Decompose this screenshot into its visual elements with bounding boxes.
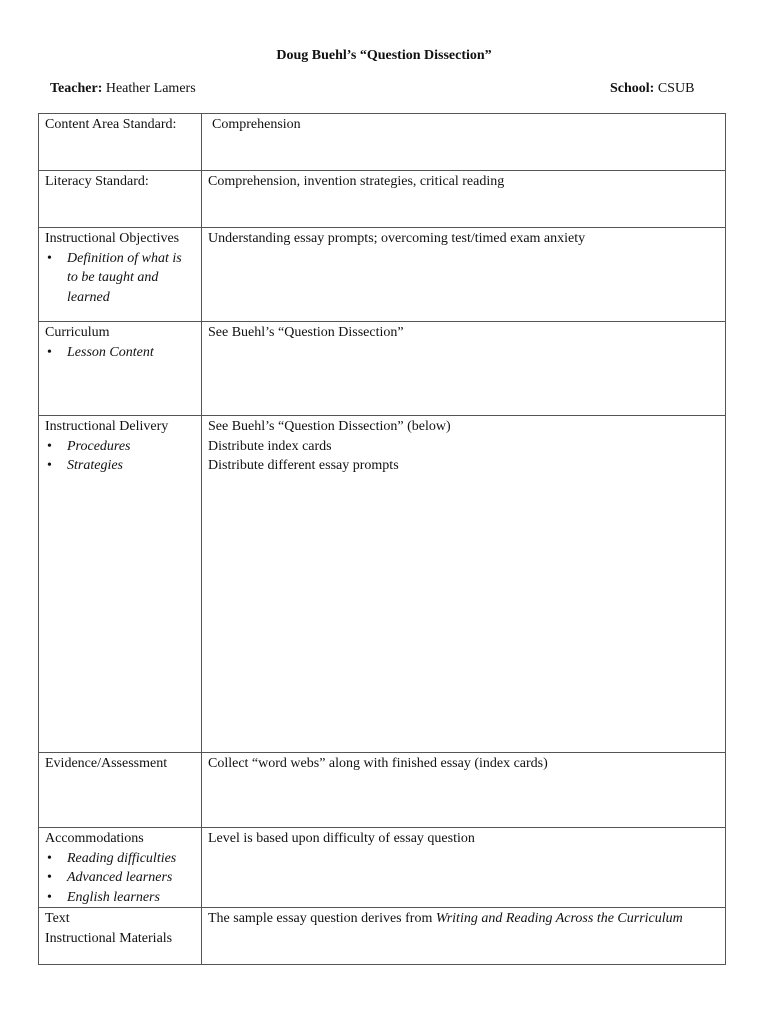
table-row bbox=[39, 908, 726, 965]
content-line: Understanding essay prompts; overcoming test/timed exam anxiety bbox=[208, 231, 586, 246]
row-label-content-area-standard bbox=[39, 114, 202, 171]
bullet-list bbox=[45, 249, 195, 308]
bullet-item: • Strategies bbox=[45, 456, 195, 476]
content-text: The sample essay question derives from bbox=[208, 911, 436, 926]
content-line: See Buehl’s “Question Dissection” bbox=[208, 325, 404, 340]
book-title: Writing and Reading Across the Curriculum bbox=[435, 911, 683, 926]
row-label: Instructional Materials bbox=[45, 930, 173, 946]
bullet-list bbox=[45, 849, 195, 908]
content-line: Distribute different essay prompts bbox=[208, 458, 399, 473]
bullet-list bbox=[45, 437, 195, 476]
row-label: Curriculum bbox=[45, 325, 110, 340]
row-label: Evidence/Assessment bbox=[45, 756, 168, 771]
row-label: Instructional Objectives bbox=[45, 231, 180, 246]
row-label: Text bbox=[45, 911, 70, 926]
table-row bbox=[39, 171, 726, 228]
bullet-item: • Advanced learners bbox=[45, 868, 195, 888]
table-row bbox=[39, 753, 726, 828]
row-content bbox=[202, 828, 726, 908]
row-content bbox=[202, 114, 726, 171]
table-row bbox=[39, 416, 726, 753]
row-content bbox=[202, 753, 726, 828]
row-label-evidence-assessment bbox=[39, 753, 202, 828]
row-content bbox=[202, 908, 726, 965]
row-content bbox=[202, 416, 726, 753]
school-field bbox=[610, 81, 694, 97]
lesson-plan-table bbox=[38, 113, 726, 965]
content-line: See Buehl’s “Question Dissection” (below) bbox=[208, 419, 451, 434]
row-label-curriculum bbox=[39, 322, 202, 416]
bullet-item: • Definition of what is to be taught and learned bbox=[45, 249, 195, 308]
row-content bbox=[202, 228, 726, 322]
bullet-item: • Lesson Content bbox=[45, 343, 195, 363]
content-line: Distribute index cards bbox=[208, 438, 332, 454]
row-label-instructional-objectives bbox=[39, 228, 202, 322]
bullet-item: • Reading difficulties bbox=[45, 849, 195, 869]
teacher-label: Teacher: bbox=[50, 81, 103, 96]
row-label-accommodations bbox=[39, 828, 202, 908]
content-line: Comprehension bbox=[212, 117, 301, 132]
teacher-field bbox=[50, 81, 196, 97]
page-title: Doug Buehl’s “Question Dissection” bbox=[276, 48, 492, 63]
row-content bbox=[202, 171, 726, 228]
content-line bbox=[208, 909, 719, 929]
table-row bbox=[39, 828, 726, 908]
content-line: Comprehension, invention strategies, critical reading bbox=[208, 174, 505, 189]
row-label: Content Area Standard: bbox=[45, 117, 177, 132]
content-line: Collect “word webs” along with finished essay (index cards) bbox=[208, 756, 548, 771]
row-content bbox=[202, 322, 726, 416]
row-label: Instructional Delivery bbox=[45, 419, 169, 434]
school-value: CSUB bbox=[657, 81, 695, 96]
table-row bbox=[39, 114, 726, 171]
table-row bbox=[39, 228, 726, 322]
school-label: School: bbox=[610, 81, 655, 96]
table-row bbox=[39, 322, 726, 416]
row-label-literacy-standard bbox=[39, 171, 202, 228]
bullet-item: • Procedures bbox=[45, 437, 195, 457]
row-label: Literacy Standard: bbox=[45, 174, 149, 189]
row-label: Accommodations bbox=[45, 831, 144, 846]
bullet-list bbox=[45, 343, 195, 363]
content-line: Level is based upon difficulty of essay question bbox=[208, 831, 475, 846]
row-label-instructional-delivery bbox=[39, 416, 202, 753]
bullet-item: • English learners bbox=[45, 888, 195, 908]
teacher-value: Heather Lamers bbox=[105, 81, 196, 96]
row-label-text-materials bbox=[39, 908, 202, 965]
